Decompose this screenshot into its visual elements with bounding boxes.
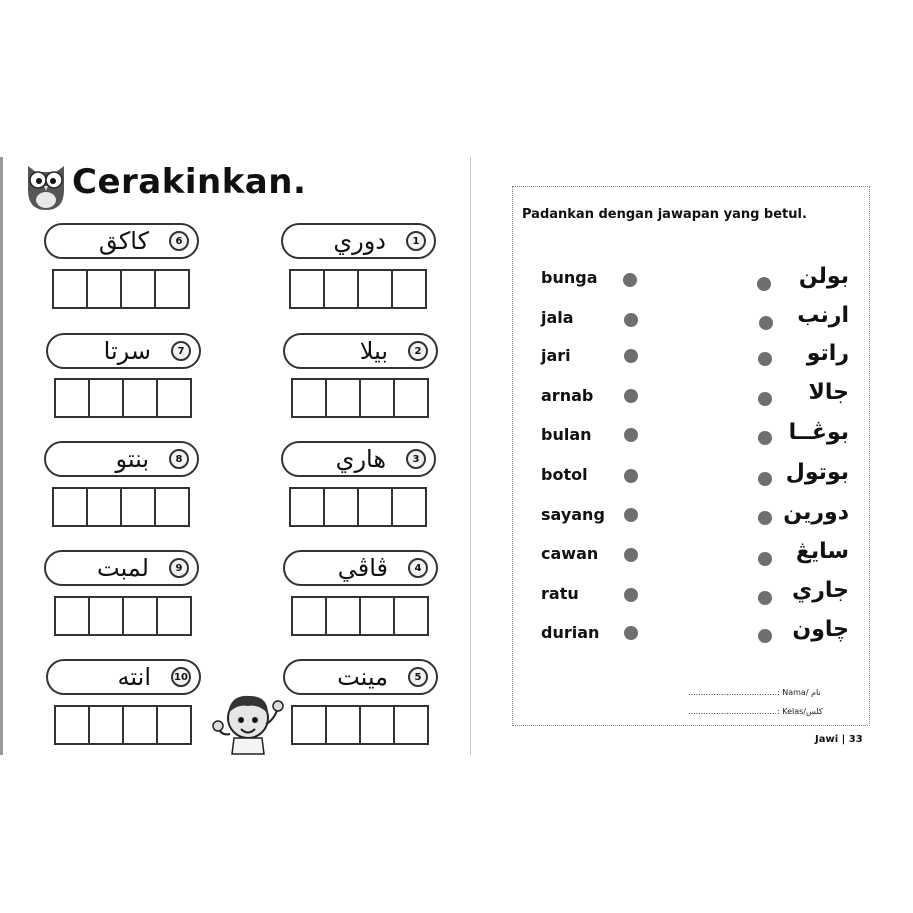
answer-boxes-8[interactable]	[52, 487, 188, 527]
item-number: 5	[408, 667, 428, 687]
match-dot-left[interactable]	[624, 548, 638, 562]
item-number: 8	[169, 449, 189, 469]
jawi-option: چاون	[792, 617, 849, 642]
answer-boxes-1[interactable]	[289, 269, 425, 309]
letter-box[interactable]	[325, 705, 361, 745]
page-title: Cerakinkan.	[72, 162, 307, 202]
answer-boxes-6[interactable]	[52, 269, 188, 309]
item-number: 9	[169, 558, 189, 578]
instruction-text: Padankan dengan jawapan yang betul.	[522, 207, 807, 222]
jawi-word: هاري	[335, 445, 386, 473]
letter-box[interactable]	[52, 487, 88, 527]
letter-box[interactable]	[54, 596, 90, 636]
item-number: 10	[171, 667, 191, 687]
letter-box[interactable]	[54, 378, 90, 418]
letter-box[interactable]	[88, 596, 124, 636]
letter-box[interactable]	[391, 487, 427, 527]
letter-box[interactable]	[359, 705, 395, 745]
letter-box[interactable]	[156, 378, 192, 418]
rumi-word: durian	[541, 623, 600, 642]
letter-box[interactable]	[156, 705, 192, 745]
rumi-word: ratu	[541, 584, 579, 603]
jawi-option: سايڠ	[795, 539, 849, 564]
letter-box[interactable]	[289, 487, 325, 527]
word-card-8	[44, 441, 199, 477]
jawi-option: بوڠــا	[788, 420, 849, 445]
rumi-word: arnab	[541, 386, 594, 405]
match-dot-right[interactable]	[758, 511, 772, 525]
answer-boxes-4[interactable]	[291, 596, 427, 636]
jawi-word: انته	[117, 663, 151, 691]
letter-box[interactable]	[86, 269, 122, 309]
jawi-option: بولن	[798, 264, 849, 289]
letter-box[interactable]	[291, 596, 327, 636]
jawi-word: مينت	[337, 663, 388, 691]
match-dot-right[interactable]	[758, 591, 772, 605]
letter-box[interactable]	[325, 596, 361, 636]
word-card-6	[44, 223, 199, 259]
match-dot-right[interactable]	[758, 431, 772, 445]
answer-boxes-3[interactable]	[289, 487, 425, 527]
letter-box[interactable]	[122, 378, 158, 418]
letter-box[interactable]	[393, 596, 429, 636]
match-dot-right[interactable]	[757, 277, 771, 291]
item-number: 4	[408, 558, 428, 578]
class-field-line: ...................................: Kelas/كلس	[688, 707, 823, 716]
rumi-word: bulan	[541, 425, 592, 444]
letter-box[interactable]	[54, 705, 90, 745]
letter-box[interactable]	[359, 378, 395, 418]
match-dot-left[interactable]	[624, 588, 638, 602]
jawi-option: بوتول	[785, 460, 849, 485]
letter-box[interactable]	[291, 705, 327, 745]
word-card-4	[283, 550, 438, 586]
letter-box[interactable]	[122, 596, 158, 636]
answer-boxes-2[interactable]	[291, 378, 427, 418]
match-dot-left[interactable]	[624, 508, 638, 522]
answer-boxes-5[interactable]	[291, 705, 427, 745]
letter-box[interactable]	[289, 269, 325, 309]
jawi-word: سرتا	[103, 337, 151, 365]
letter-box[interactable]	[393, 705, 429, 745]
rumi-word: bunga	[541, 268, 598, 287]
jawi-option: جاري	[792, 578, 849, 603]
letter-box[interactable]	[154, 269, 190, 309]
letter-box[interactable]	[323, 269, 359, 309]
match-dot-right[interactable]	[758, 552, 772, 566]
match-dot-left[interactable]	[624, 349, 638, 363]
rumi-word: jala	[541, 308, 574, 327]
item-number: 6	[169, 231, 189, 251]
jawi-word: بنتو	[115, 445, 149, 473]
jawi-option: ارنب	[797, 303, 849, 328]
item-number: 1	[406, 231, 426, 251]
answer-boxes-7[interactable]	[54, 378, 190, 418]
page-number: 33	[848, 734, 863, 745]
page-footer	[815, 734, 863, 745]
jawi-option: دورين	[783, 500, 849, 525]
match-dot-right[interactable]	[758, 472, 772, 486]
jawi-word: دوري	[333, 227, 386, 255]
letter-box[interactable]	[291, 378, 327, 418]
answer-boxes-9[interactable]	[54, 596, 190, 636]
letter-box[interactable]	[154, 487, 190, 527]
letter-box[interactable]	[156, 596, 192, 636]
match-dot-right[interactable]	[758, 629, 772, 643]
letter-box[interactable]	[393, 378, 429, 418]
match-dot-left[interactable]	[624, 313, 638, 327]
jawi-word: ڤاڤي	[337, 554, 388, 582]
letter-box[interactable]	[88, 705, 124, 745]
match-dot-left[interactable]	[624, 389, 638, 403]
word-card-2	[283, 333, 438, 369]
match-dot-right[interactable]	[758, 352, 772, 366]
letter-box[interactable]	[120, 487, 156, 527]
match-dot-left[interactable]	[624, 626, 638, 640]
match-dot-left[interactable]	[624, 428, 638, 442]
page-gutter	[470, 157, 471, 755]
letter-box[interactable]	[120, 269, 156, 309]
letter-box[interactable]	[323, 487, 359, 527]
item-number: 7	[171, 341, 191, 361]
word-card-9	[44, 550, 199, 586]
jawi-option: جالا	[808, 380, 849, 405]
item-number: 2	[408, 341, 428, 361]
name-field-line: ...................................: Nama/ نام	[688, 688, 821, 697]
letter-box[interactable]	[325, 378, 361, 418]
letter-box[interactable]	[52, 269, 88, 309]
match-dot-right[interactable]	[758, 392, 772, 406]
owl-icon	[24, 160, 68, 212]
match-dot-left[interactable]	[623, 273, 637, 287]
letter-box[interactable]	[357, 269, 393, 309]
rumi-word: jari	[541, 346, 571, 365]
rumi-word: botol	[541, 465, 588, 484]
letter-box[interactable]	[86, 487, 122, 527]
jawi-word: كاكق	[98, 227, 149, 255]
page-label: Jawi |	[815, 734, 846, 745]
letter-box[interactable]	[122, 705, 158, 745]
letter-box[interactable]	[88, 378, 124, 418]
match-dot-right[interactable]	[759, 316, 773, 330]
jawi-word: بيلا	[359, 337, 388, 365]
word-card-5	[283, 659, 438, 695]
letter-box[interactable]	[391, 269, 427, 309]
jawi-word: لمبت	[97, 554, 149, 582]
boy-illustration-icon	[212, 684, 284, 756]
letter-box[interactable]	[357, 487, 393, 527]
word-card-10	[46, 659, 201, 695]
match-dot-left[interactable]	[624, 469, 638, 483]
rumi-word: cawan	[541, 544, 599, 563]
rumi-word: sayang	[541, 505, 605, 524]
answer-boxes-10[interactable]	[54, 705, 190, 745]
jawi-option: راتو	[806, 341, 849, 366]
letter-box[interactable]	[359, 596, 395, 636]
word-card-1	[281, 223, 436, 259]
item-number: 3	[406, 449, 426, 469]
page-edge	[0, 157, 3, 755]
word-card-3	[281, 441, 436, 477]
word-card-7	[46, 333, 201, 369]
